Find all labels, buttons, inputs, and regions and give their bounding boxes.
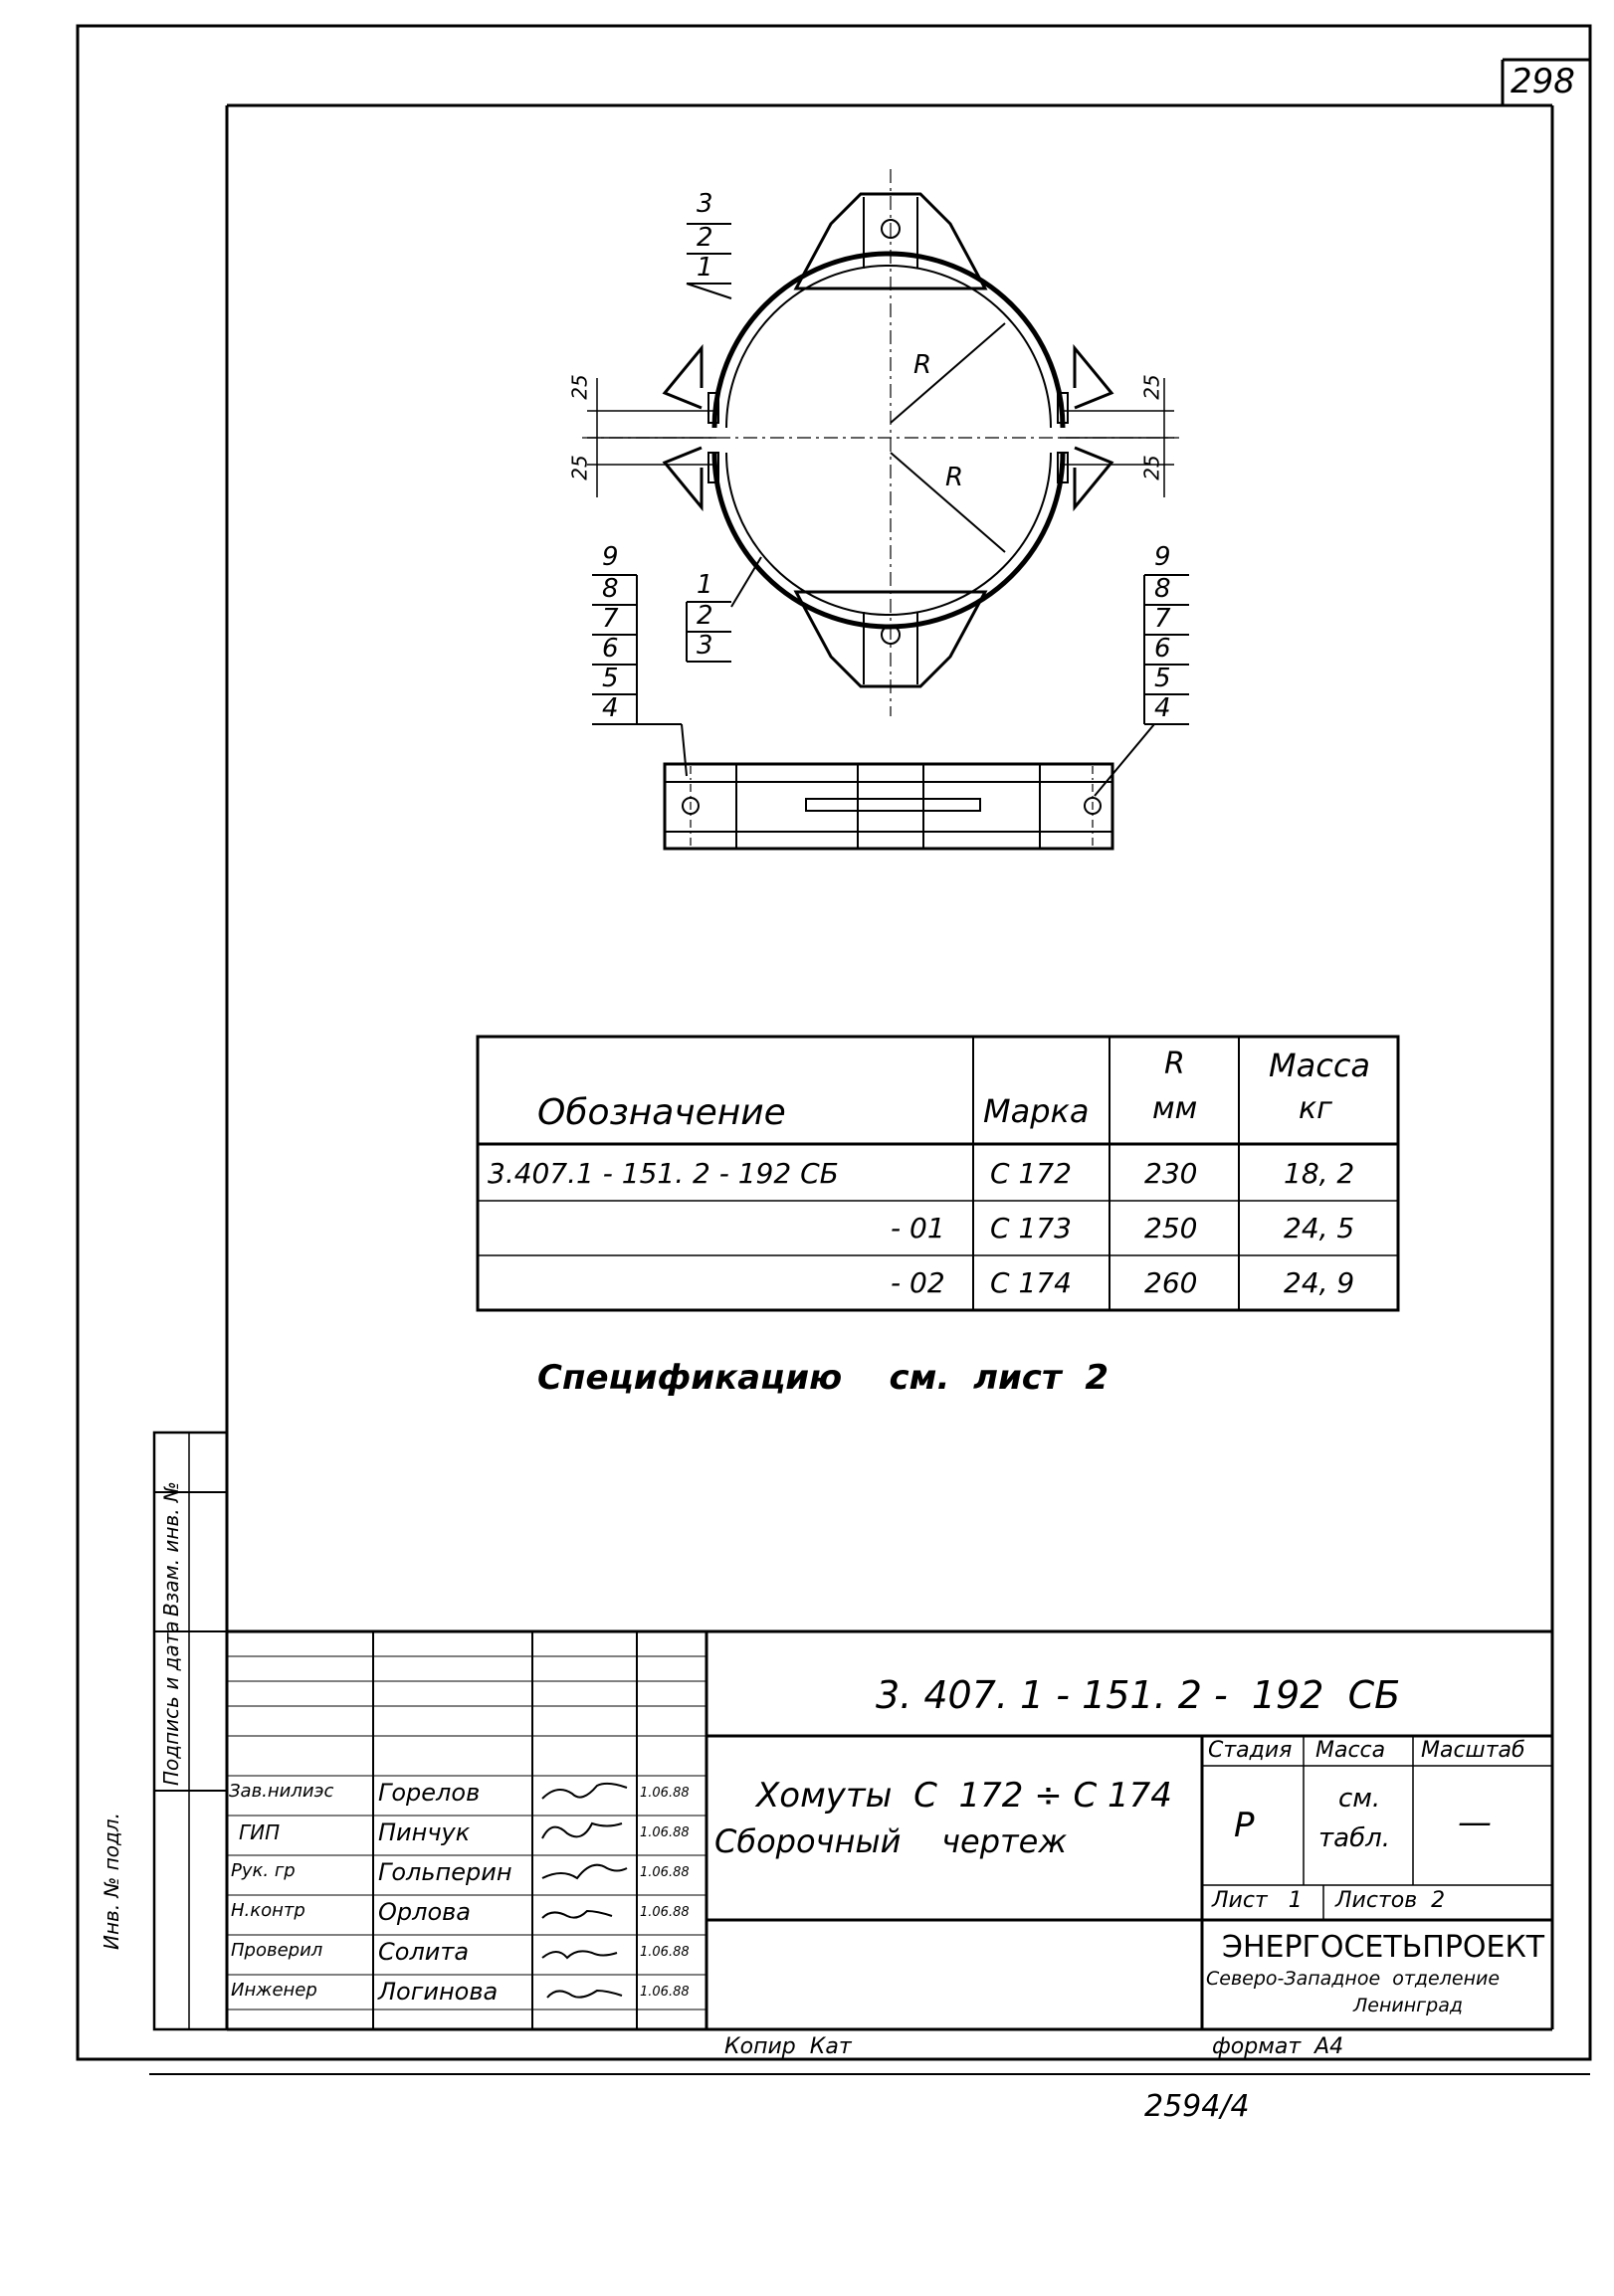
signature-date-2: 1.06.88 [640, 1865, 690, 1880]
sheet-number: 298 [1511, 62, 1575, 101]
leader-bottom-right-8: 8 [1154, 574, 1171, 604]
leader-bottom-mid-3: 3 [697, 631, 713, 661]
table-row-0-mark: С 172 [990, 1157, 1072, 1190]
leader-bottom-mid-2: 2 [697, 601, 713, 631]
footer-copied: Копир Кат [724, 2034, 852, 2059]
leader-top-left-3: 3 [697, 189, 713, 219]
title-block-stage-value: Р [1234, 1806, 1255, 1845]
leader-bottom-left-5: 5 [602, 664, 619, 693]
table-header-r-unit: мм [1152, 1091, 1198, 1126]
signature-name-0: Горелов [378, 1779, 481, 1807]
title-block-sheets: Листов 2 [1335, 1888, 1446, 1913]
signature-role-5: Инженер [231, 1980, 317, 2001]
leader-top-left-2: 2 [697, 223, 713, 253]
signature-role-0: Зав.нилиэс [229, 1781, 334, 1802]
footer-archive-number: 2594/4 [1144, 2089, 1250, 2124]
title-block-org-city: Ленинград [1353, 1995, 1463, 2016]
leader-bottom-mid-1: 1 [697, 570, 713, 600]
title-block-mass-value-1: см. [1338, 1784, 1381, 1814]
dim-right-upper: 25 [1139, 374, 1164, 400]
table-row-1-designation: - 01 [891, 1212, 945, 1244]
table-row-1-mass: 24, 5 [1284, 1212, 1355, 1244]
footer-format: формат А4 [1212, 2034, 1344, 2059]
table-row-0-designation: 3.407.1 - 151. 2 - 192 СБ [488, 1157, 839, 1190]
table-row-0-mass: 18, 2 [1284, 1157, 1355, 1190]
table-row-1-mark: С 173 [990, 1212, 1072, 1244]
dim-left-lower: 25 [567, 455, 592, 480]
leader-bottom-left-6: 6 [602, 634, 619, 664]
dim-right-lower: 25 [1139, 455, 1164, 480]
leader-bottom-right-5: 5 [1154, 664, 1171, 693]
title-block-sheet: Лист 1 [1212, 1888, 1303, 1913]
signature-date-4: 1.06.88 [640, 1945, 690, 1960]
signature-date-0: 1.06.88 [640, 1786, 690, 1801]
table-row-0-r: 230 [1144, 1157, 1198, 1190]
signature-name-3: Орлова [378, 1898, 471, 1926]
clamp-side-view [665, 764, 1112, 849]
table-row-1-r: 250 [1144, 1212, 1198, 1244]
leader-bottom-left-9: 9 [602, 542, 619, 572]
signature-name-2: Гольперин [378, 1858, 512, 1886]
specification-note: Спецификацию см. лист 2 [537, 1358, 1109, 1398]
signature-date-5: 1.06.88 [640, 1985, 690, 2000]
leader-bottom-right-7: 7 [1154, 604, 1171, 634]
title-block-scale-header: Масштаб [1421, 1738, 1525, 1763]
leader-bottom-left-8: 8 [602, 574, 619, 604]
title-block-mass-value-2: табл. [1318, 1823, 1390, 1853]
leader-bottom-right-6: 6 [1154, 634, 1171, 664]
signature-date-1: 1.06.88 [640, 1825, 690, 1840]
radius-label-lower: R [945, 463, 964, 492]
signature-name-5: Логинова [378, 1978, 499, 2006]
table-header-mark: Марка [983, 1092, 1090, 1130]
title-block-code: 3. 407. 1 - 151. 2 - 192 СБ [876, 1673, 1401, 1717]
title-block-name-1: Хомуты С 172 ÷ С 174 [756, 1776, 1172, 1816]
radius-label-upper: R [913, 350, 932, 380]
leader-bottom-left-4: 4 [602, 693, 619, 723]
title-block-mass-header: Масса [1315, 1738, 1386, 1763]
signature-role-2: Рук. гр [231, 1860, 296, 1881]
signature-date-3: 1.06.88 [640, 1905, 690, 1920]
leader-top-left-1: 1 [697, 253, 713, 283]
table-row-2-designation: - 02 [891, 1266, 945, 1299]
title-block-org-name: ЭНЕРГОСЕТЬПРОЕКТ [1222, 1930, 1545, 1965]
title-block-name-2: Сборочный чертеж [714, 1822, 1068, 1860]
title-block-stage-header: Стадия [1208, 1738, 1293, 1763]
table-header-r: R [1164, 1047, 1185, 1081]
leader-bottom-left-7: 7 [602, 604, 619, 634]
leader-bottom-right-4: 4 [1154, 693, 1171, 723]
table-row-2-mark: С 174 [990, 1266, 1072, 1299]
clamp-plan-view [582, 169, 1179, 796]
leader-bottom-right-9: 9 [1154, 542, 1171, 572]
table-row-2-r: 260 [1144, 1266, 1198, 1299]
signature-name-4: Солита [378, 1938, 470, 1966]
table-header-designation: Обозначение [537, 1092, 786, 1133]
dim-left-upper: 25 [567, 374, 592, 400]
table-header-mass: Масса [1269, 1047, 1371, 1084]
table-row-2-mass: 24, 9 [1284, 1266, 1355, 1299]
table-header-mass-unit: кг [1299, 1091, 1332, 1126]
signature-role-3: Н.контр [231, 1900, 305, 1921]
signature-role-1: ГИП [239, 1820, 281, 1844]
title-block-scale-value: — [1458, 1803, 1492, 1842]
signature-name-1: Пинчук [378, 1818, 471, 1846]
signature-role-4: Проверил [231, 1940, 323, 1961]
title-block-org-dept: Северо-Западное отделение [1206, 1968, 1501, 1990]
